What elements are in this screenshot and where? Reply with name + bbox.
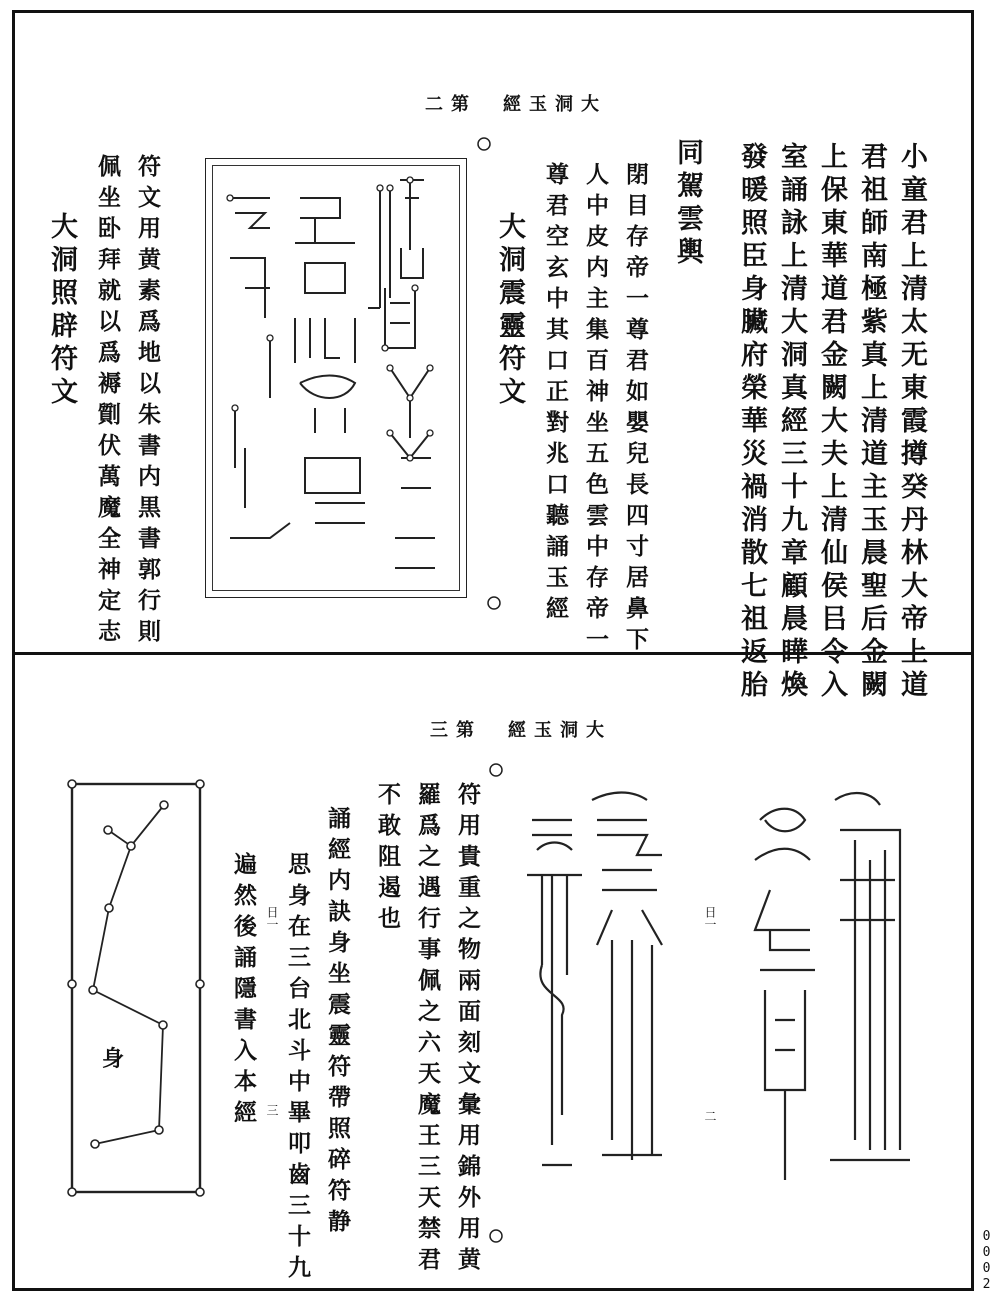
bottom-page-header: 三第 經玉洞大 — [430, 720, 612, 741]
top-text-column: 閉目存帝一尊君如嬰兒長四寸居鼻下 — [622, 162, 649, 658]
top-text-column: 尊君空玄中其口正對兆口聽誦玉經 — [542, 162, 569, 627]
top-text-column: 符文用黄素爲地以朱書内黒書郭行則 — [134, 154, 161, 650]
top-text-column: 發暖照臣身臟府榮華災禍消散七祖返胎 — [736, 142, 767, 703]
talisman-title: 大洞震靈符文 — [494, 212, 525, 410]
small-mark: 日一 — [703, 906, 717, 930]
star-chart-diagram — [65, 778, 215, 1198]
page-number: 0002 — [979, 1229, 994, 1293]
marker-circle — [488, 762, 508, 782]
marker-circle — [488, 1228, 508, 1248]
seal-script-glyphs-right — [740, 780, 940, 1200]
diagram-body-label: 身 — [102, 1046, 125, 1072]
bottom-text-column: 誦經内訣身坐震靈符帶照碎符静 — [324, 806, 351, 1240]
bottom-text-column: 遍然後誦隱書入本經 — [230, 852, 257, 1131]
small-mark: 二 — [703, 1110, 717, 1122]
small-mark: 三 — [265, 1104, 279, 1116]
bottom-text-column: 羅爲之遇行事佩之六天魔王三天禁君 — [414, 782, 441, 1278]
top-text-column: 佩坐卧拜就以爲褥劕伏萬魔全神定志 — [94, 154, 121, 650]
bottom-text-column: 符用貴重之物兩面刻文彙用錦外用黄 — [454, 782, 481, 1278]
seal-script-glyphs-left — [512, 780, 712, 1180]
top-text-column: 小童君上清太无東霞撙癸丹林大帝上道 — [896, 142, 927, 703]
top-text-column: 同駕雲輿 — [672, 138, 703, 270]
talisman-seal-drawing — [205, 158, 467, 598]
small-mark: 日一 — [265, 906, 279, 930]
top-text-column: 君祖師南極紫真上清道主玉晨聖后金闕 — [856, 142, 887, 703]
top-text-column: 人中皮内主集百神坐五色雲中存帝一 — [582, 162, 609, 658]
bottom-text-column: 不敢阻遏也 — [374, 782, 401, 937]
marker-circle — [476, 136, 496, 156]
marker-circle — [486, 595, 506, 615]
bottom-text-column: 思身在三台北斗中畢叩齒三十九 — [284, 852, 311, 1286]
top-page-header: 二第 經玉洞大 — [425, 94, 607, 115]
top-text-column: 上保東華道君金闕大夫上清仙侯㠯令入 — [816, 142, 847, 703]
talisman-title: 大洞照辟符文 — [46, 212, 77, 410]
top-text-column: 室誦詠上清大洞真經三十九章顧晨瞱煥 — [776, 142, 807, 703]
